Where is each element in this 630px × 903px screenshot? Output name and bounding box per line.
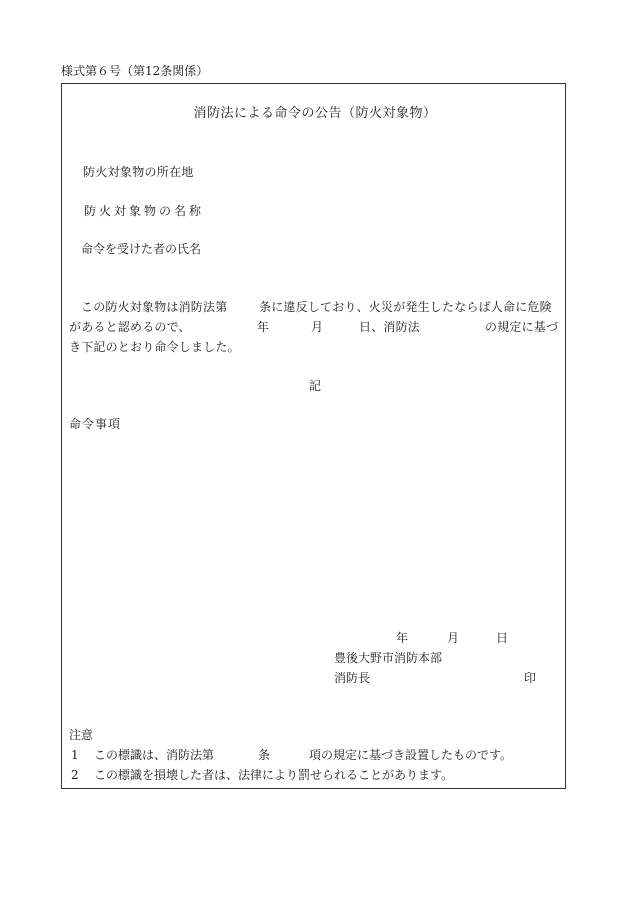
note1-text-end: 項の規定に基づき設置したものです。 (309, 748, 513, 762)
notice-frame (61, 83, 566, 789)
sig-day: 日 (496, 631, 509, 645)
body-line2-end: の規定に基づ (485, 320, 559, 334)
note1-number: 1 (71, 748, 79, 762)
sig-organization: 豊後大野市消防本部 (334, 651, 443, 665)
sig-month: 月 (447, 631, 460, 645)
sig-year: 年 (396, 631, 409, 645)
body-line1-start: この防火対象物は消防法第 (81, 300, 228, 314)
form-number-label: 様式第６号（第12条関係） (61, 64, 209, 78)
note1-text-start: この標識は、消防法第 (94, 748, 215, 762)
notes-heading: 注意 (69, 728, 94, 742)
note2-number: 2 (71, 768, 79, 782)
field-name-label: 防火対象物の名称 (84, 204, 205, 218)
order-items-label: 命令事項 (69, 417, 122, 431)
body-line2-year: 年 (257, 320, 270, 334)
sig-seal-mark: 印 (524, 671, 537, 685)
body-line2-month: 月 (311, 320, 324, 334)
field-recipient-label: 命令を受けた者の氏名 (81, 242, 202, 256)
body-line2-start: があると認めるので、 (69, 320, 191, 334)
field-location-label: 防火対象物の所在地 (83, 165, 194, 179)
note2-text: この標識を損壊した者は、法律により罰せられることがあります。 (94, 768, 454, 782)
body-line3: き下記のとおり命令しました。 (69, 340, 240, 354)
notice-title: 消防法による命令の公告（防火対象物） (193, 106, 437, 121)
body-line2-day: 日、消防法 (359, 320, 421, 334)
body-line1-end: 条に違反しており、火災が発生したならば人命に危険 (259, 300, 552, 314)
note1-jo: 条 (258, 748, 271, 762)
ki-heading: 記 (309, 379, 322, 393)
sig-chief-title: 消防長 (334, 671, 371, 685)
